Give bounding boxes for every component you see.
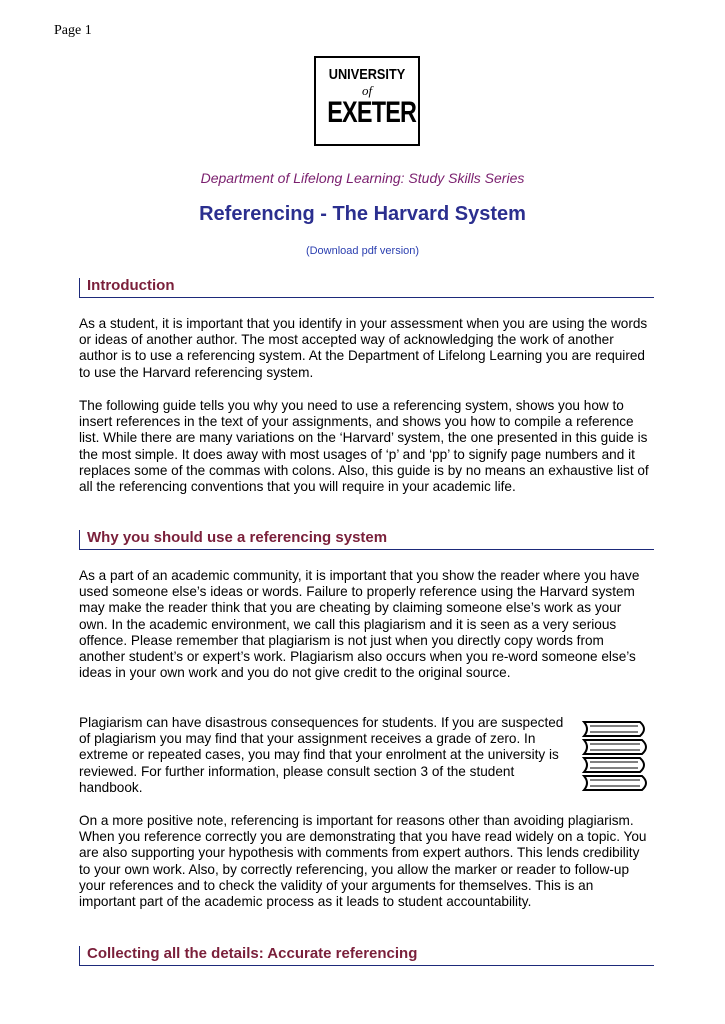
- intro-paragraph-1: As a student, it is important that you identify in your assessment when you are using the words or ideas of another author. The most accepted way of acknowledging the work of another author is to use a referencing system. At the Department of Lifelong Learning you are required to use the Harvard referencing system.: [79, 316, 648, 380]
- series-subtitle: Department of Lifelong Learning: Study Skills Series: [200, 170, 525, 186]
- stack-of-books-icon: [580, 718, 650, 798]
- heading-why-referencing: Why you should use a referencing system: [79, 530, 654, 550]
- logo-line-exeter: EXETER: [327, 96, 417, 129]
- why-paragraph-1: As a part of an academic community, it is important that you show the reader where you have used someone else’s ideas or words. Failure to properly reference using the Harvard system may make the reader think that you are cheating by claiming someone else’s work as your own. In the academic environment, we call this plagiarism and it is seen as a very serious offence. Please remember that plagiarism is not just when you directly copy words from another student’s or expert’s work. Plagiarism also occurs when you re-word someone else’s ideas in your own work and you do not give credit to the original source.: [79, 568, 640, 681]
- why-paragraph-2: Plagiarism can have disastrous consequences for students. If you are suspected of plagiarism you may find that your assignment receives a grade of zero. In extreme or repeated cases, you may find that your enrolment at the university is reviewed. For further information, please consult section 3 of the student handbook.: [79, 715, 564, 795]
- logo-line-university: UNIVERSITY: [328, 66, 406, 83]
- university-logo: [314, 56, 420, 146]
- logo-line-of: of: [361, 83, 373, 98]
- intro-paragraph-2: The following guide tells you why you need to use a referencing system, shows you how to insert references in the text of your assignments, and shows you how to compile a reference list. While there are many variations on the ‘Harvard’ system, the one presented in this guide is the most simple. It does away with most usages of ‘p’ and ‘pp’ to signify page numbers and it replaces some of the commas with colons. Also, this guide is by no means an exhaustive list of all the referencing conventions that you will require in your academic life.: [79, 398, 649, 495]
- heading-introduction: Introduction: [79, 278, 654, 298]
- heading-collecting-details: Collecting all the details: Accurate referencing: [79, 946, 654, 966]
- page-number: Page 1: [54, 23, 92, 38]
- download-pdf-link[interactable]: (Download pdf version): [305, 245, 420, 257]
- why-paragraph-3: On a more positive note, referencing is important for reasons other than avoiding plagiarism. When you reference correctly you are demonstrating that you have read widely on a topic. You are also supporting your hypothesis with comments from expert authors. This lends credibility to your own work. Also, by correctly referencing, you allow the marker or reader to follow-up your references and to check the validity of your arguments for themselves. This is an important part of the academic process as it leads to student accountability.: [79, 813, 647, 910]
- page-title: Referencing - The Harvard System: [199, 203, 526, 225]
